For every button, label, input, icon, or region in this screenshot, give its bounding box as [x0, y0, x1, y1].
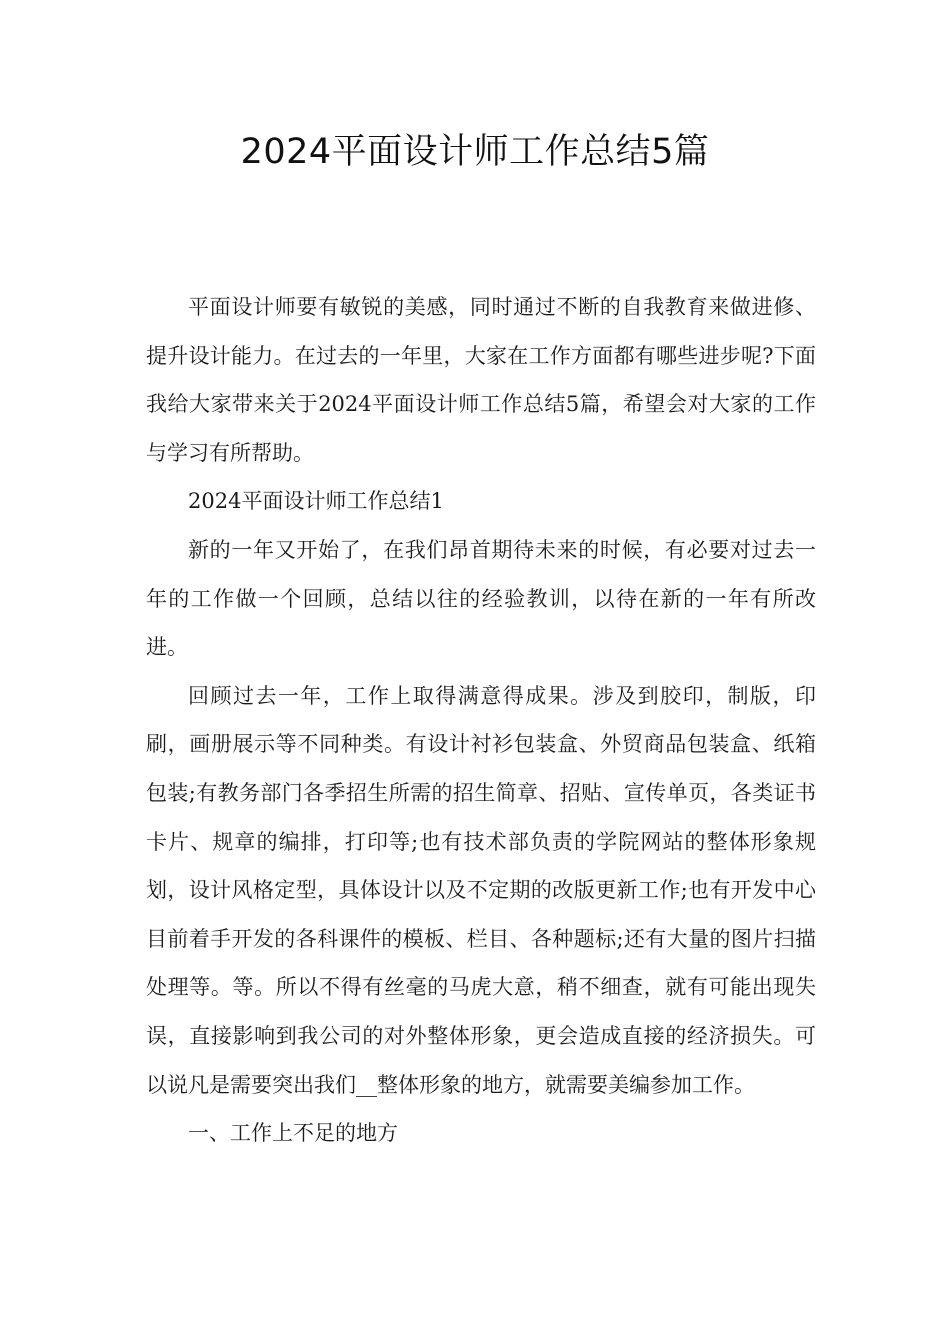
body-paragraph: 回顾过去一年，工作上取得满意得成果。涉及到胶印，制版，印刷，画册展示等不同种类。有设计衬衫包装盒、外贸商品包装盒、纸箱包装;有教务部门各季招生所需的招生简章、招贴、宣传单页，各类证书卡片、规章的编排，打印等;也有技术部负责的学院网站的整体形象规划，设计风格定型，具体设计以及不定期的改版更新工作;也有开发中心目前着手开发的各科课件的模板、栏目、各种题标;还有大量的图片扫描处理等。等。所以不得有丝毫的马虎大意，稍不细查，就有可能出现失误，直接影响到我公司的对外整体形象，更会造成直接的经济损失。可以说凡是需要突出我们__整体形象的地方，就需要美编参加工作。: [146, 683, 816, 1097]
section-heading-summary-1: 2024平面设计师工作总结1: [188, 489, 444, 514]
document-body: [146, 283, 816, 1158]
document-title: 2024平面设计师工作总结5篇: [240, 132, 710, 172]
body-paragraph: 新的一年又开始了，在我们昂首期待未来的时候，有必要对过去一年的工作做一个回顾，总结以往的经验教训，以待在新的一年有所改进。: [146, 537, 816, 660]
subsection-heading: 一、工作上不足的地方: [188, 1121, 398, 1146]
intro-paragraph: 平面设计师要有敏锐的美感，同时通过不断的自我教育来做进修、提升设计能力。在过去的一年里，大家在工作方面都有哪些进步呢?下面我给大家带来关于2024平面设计师工作总结5篇，希望会对大家的工作与学习有所帮助。: [146, 295, 816, 465]
